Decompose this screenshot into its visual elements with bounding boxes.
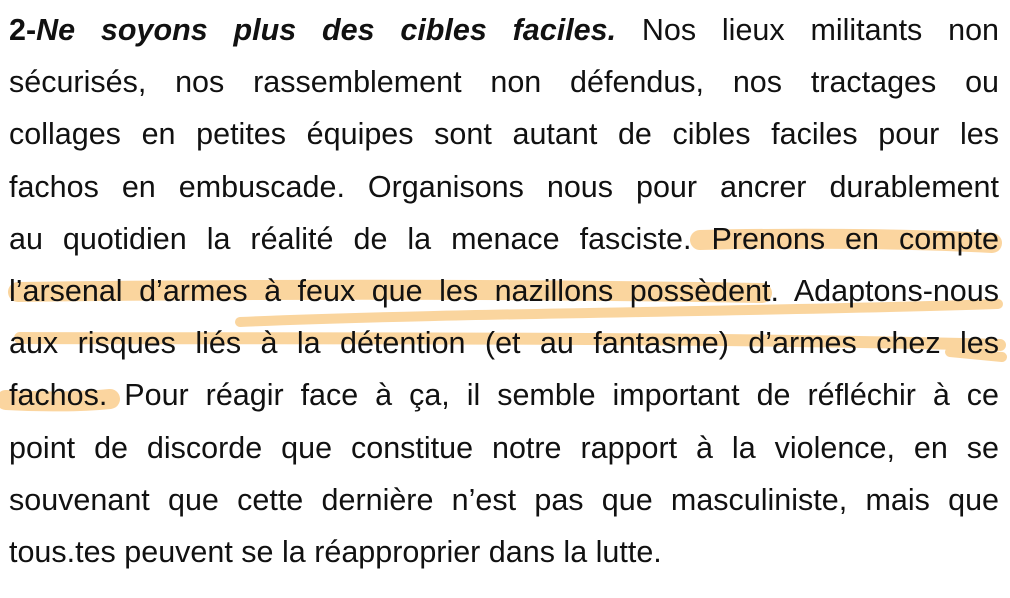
- line-text: Nos lieux militants non: [616, 13, 999, 47]
- paragraph-line-10: souvenant que cette dernière n’est pas que masculiniste, mais que: [9, 482, 999, 517]
- paragraph: [9, 4, 999, 578]
- section-number: 2-: [9, 13, 37, 47]
- paragraph-line-11: tous.tes peuvent se la réapproprier dans la lutte.: [9, 534, 662, 569]
- paragraph-line-3: collages en petites équipes sont autant de cibles faciles pour les: [9, 117, 999, 152]
- paragraph-line-6: l’arsenal d’armes à feux que les nazillons possèdent. Adaptons-nous: [9, 273, 999, 308]
- paragraph-line-8: fachos. Pour réagir face à ça, il semble important de réfléchir à ce: [9, 378, 999, 413]
- section-heading: Ne soyons plus des cibles faciles.: [36, 13, 617, 47]
- paragraph-line-7: aux risques liés à la détention (et au fantasme) d’armes chez les: [9, 326, 999, 361]
- paragraph-line-1: [9, 4, 999, 56]
- paragraph-line-5: au quotidien la réalité de la menace fasciste. Prenons en compte: [9, 221, 999, 256]
- paragraph-line-4: fachos en embuscade. Organisons nous pour ancrer durablement: [9, 169, 999, 204]
- paragraph-line-9: point de discorde que constitue notre rapport à la violence, en se: [9, 430, 999, 465]
- paragraph-line-2: sécurisés, nos rassemblement non défendus, nos tractages ou: [9, 65, 999, 100]
